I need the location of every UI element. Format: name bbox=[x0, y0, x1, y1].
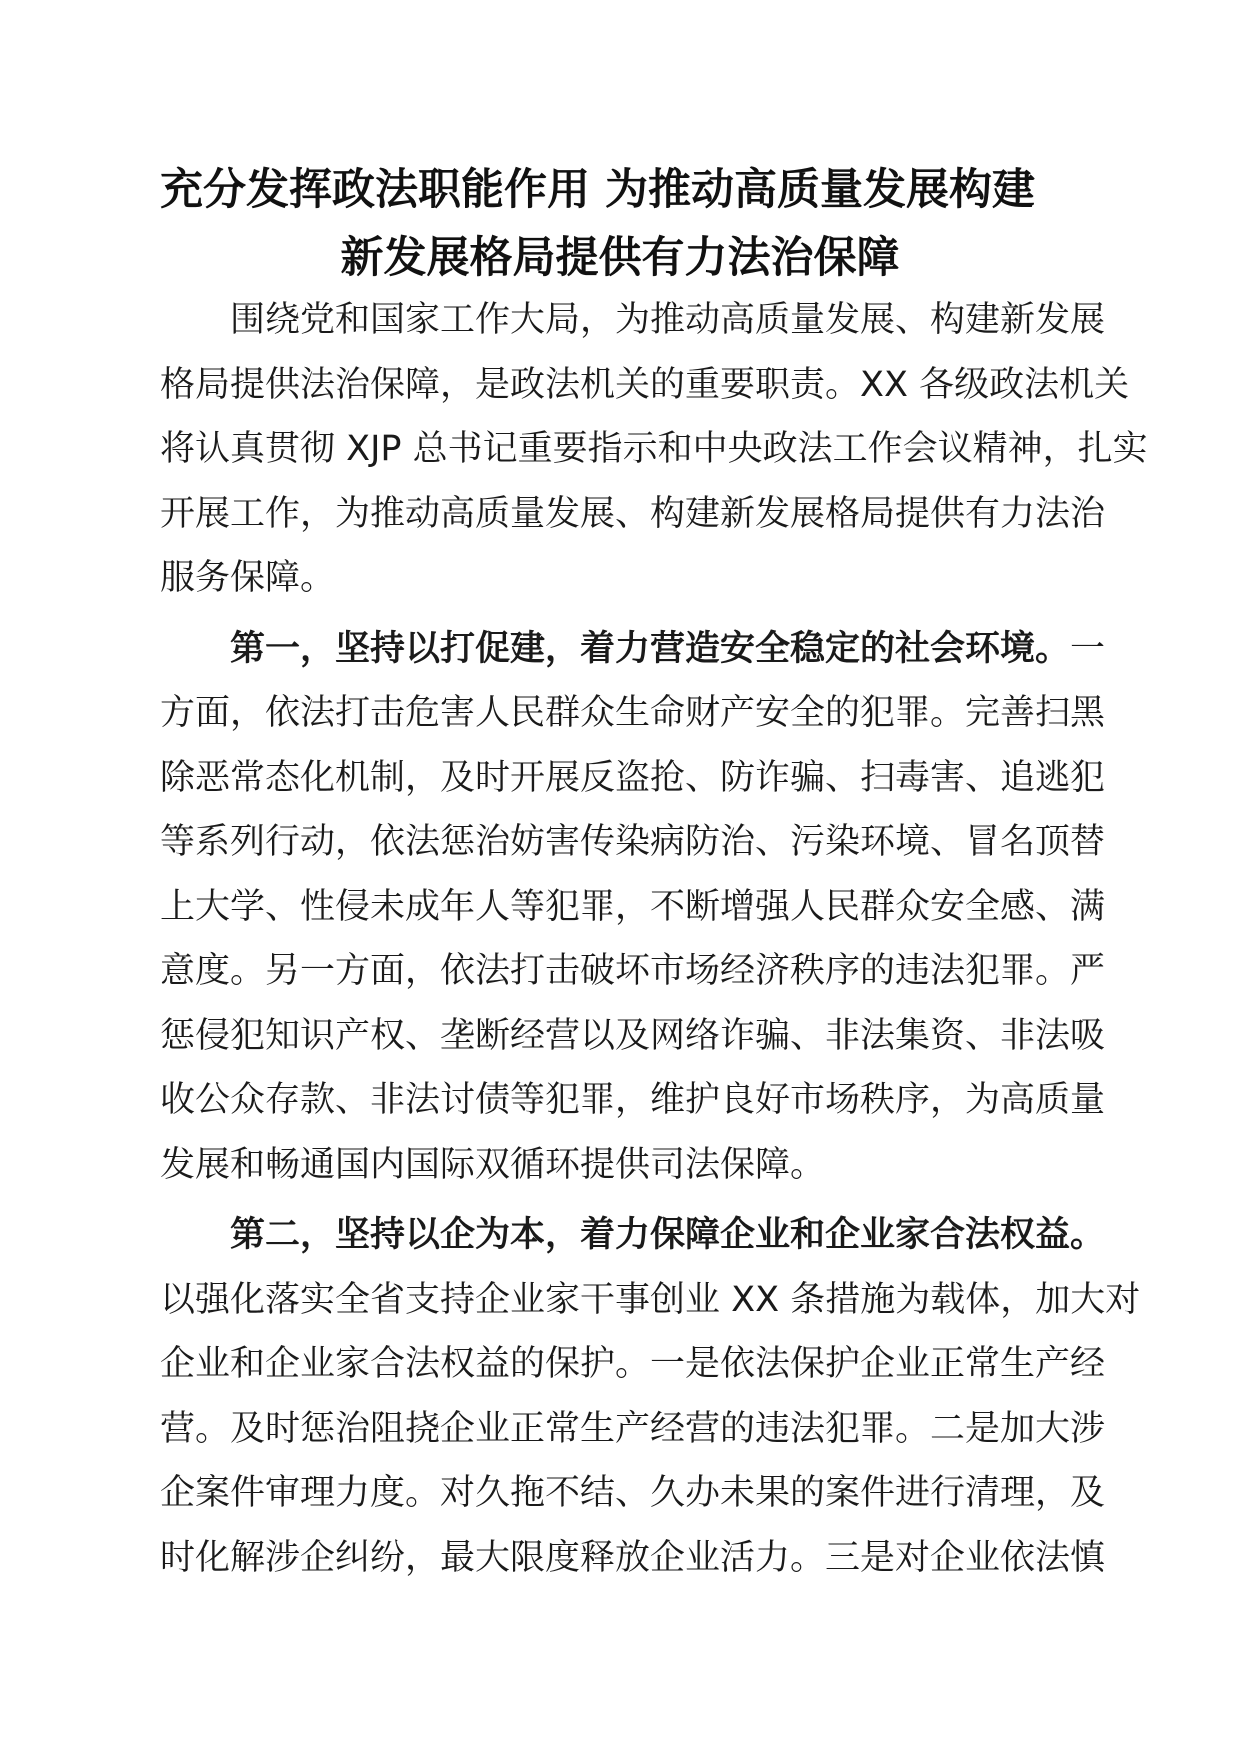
paragraph-line: 将认真贯彻 XJP 总书记重要指示和中央政法工作会议精神，扎实 bbox=[160, 429, 1148, 469]
document-title-line-1: 充分发挥政法职能作用 为推动高质量发展构建 bbox=[160, 165, 1035, 215]
paragraph-line: 围绕党和国家工作大局，为推动高质量发展、构建新发展 bbox=[230, 300, 1106, 340]
paragraph-line-tail: 一 bbox=[1070, 628, 1106, 669]
paragraph-line: 除恶常态化机制，及时开展反盗抢、防诈骗、扫毒害、追逃犯 bbox=[160, 757, 1106, 798]
paragraph-line: 意度。另一方面，依法打击破坏市场经济秩序的违法犯罪。严 bbox=[160, 951, 1106, 991]
paragraph-line: 发展和畅通国内国际双循环提供司法保障。 bbox=[160, 1144, 826, 1185]
paragraph-line: 企业和企业家合法权益的保护。一是依法保护企业正常生产经 bbox=[160, 1344, 1106, 1384]
paragraph-line: 企案件审理力度。对久拖不结、久办未果的案件进行清理，及 bbox=[160, 1473, 1106, 1513]
paragraph-lead-text: 第一，坚持以打促建，着力营造安全稳定的社会环境。 bbox=[230, 628, 1071, 669]
paragraph-line: 服务保障。 bbox=[160, 558, 336, 598]
paragraph-line: 等系列行动，依法惩治妨害传染病防治、污染环境、冒名顶替 bbox=[160, 822, 1106, 862]
paragraph-line: 惩侵犯知识产权、垄断经营以及网络诈骗、非法集资、非法吸 bbox=[160, 1015, 1106, 1056]
paragraph-line-lead bbox=[160, 1203, 1106, 1268]
document-title-line-2: 新发展格局提供有力法治保障 bbox=[340, 233, 900, 283]
document-page bbox=[160, 160, 1148, 1590]
paragraph-first-point bbox=[160, 617, 1106, 1198]
paragraph-line: 收公众存款、非法讨债等犯罪，维护良好市场秩序，为高质量 bbox=[160, 1080, 1106, 1120]
paragraph-line: 上大学、性侵未成年人等犯罪，不断增强人民群众安全感、满 bbox=[160, 886, 1106, 927]
paragraph-lead-text: 第二，坚持以企为本，着力保障企业和企业家合法权益。 bbox=[230, 1215, 1106, 1255]
paragraph-line: 方面，依法打击危害人民群众生命财产安全的犯罪。完善扫黑 bbox=[160, 693, 1106, 733]
paragraph-second-point bbox=[160, 1203, 1141, 1590]
paragraph-line-lead bbox=[160, 617, 1106, 682]
paragraph-line: 格局提供法治保障，是政法机关的重要职责。XX 各级政法机关 bbox=[160, 364, 1130, 405]
paragraph-line: 时化解涉企纠纷，最大限度释放企业活力。三是对企业依法慎 bbox=[160, 1537, 1106, 1578]
paragraph-intro bbox=[160, 288, 1148, 611]
paragraph-line: 开展工作，为推动高质量发展、构建新发展格局提供有力法治 bbox=[160, 493, 1106, 534]
paragraph-line: 营。及时惩治阻挠企业正常生产经营的违法犯罪。二是加大涉 bbox=[160, 1408, 1106, 1449]
paragraph-line: 以强化落实全省支持企业家干事创业 XX 条措施为载体，加大对 bbox=[160, 1279, 1141, 1320]
